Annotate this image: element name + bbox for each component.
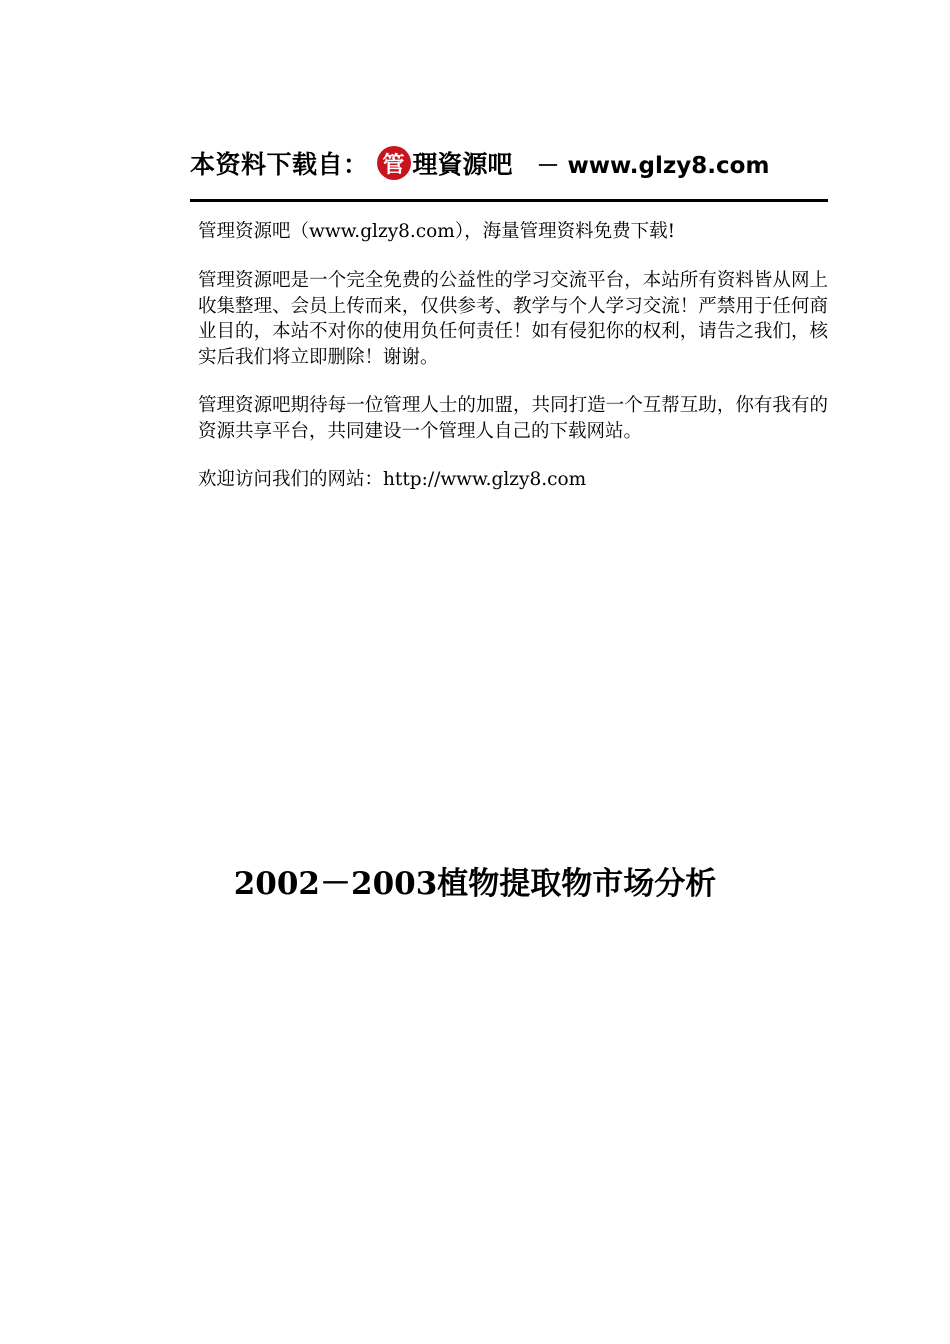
welcome-paragraph: 欢迎访问我们的网站：http://www.glzy8.com (198, 469, 587, 490)
banner-lead-text: 本资料下载自： (190, 150, 369, 179)
site-logo-icon: 管 (377, 146, 411, 180)
header-divider (190, 199, 828, 202)
mission-paragraph: 管理资源吧期待每一位管理人士的加盟，共同打造一个互帮互助，你有我有的资源共享平台，共同建设一个管理人自己的下载网站。 (198, 395, 828, 442)
banner-brand-text: 理資源吧 (412, 150, 513, 179)
intro-paragraph: 管理资源吧（www.glzy8.com），海量管理资料免费下载! (198, 221, 676, 242)
disclaimer-paragraph: 管理资源吧是一个完全免费的公益性的学习交流平台，本站所有资料皆从网上收集整理、会员上传而来，仅供参考、教学与个人学习交流！严禁用于任何商业目的，本站不对你的使用负任何责任！如有侵犯你的权利，请告之我们，核实后我们将立即删除！谢谢。 (198, 270, 828, 368)
download-banner (190, 138, 830, 188)
document-title: 2002－2003植物提取物市场分析 (233, 866, 717, 902)
banner-url-link[interactable]: － www.glzy8.com (536, 152, 770, 179)
